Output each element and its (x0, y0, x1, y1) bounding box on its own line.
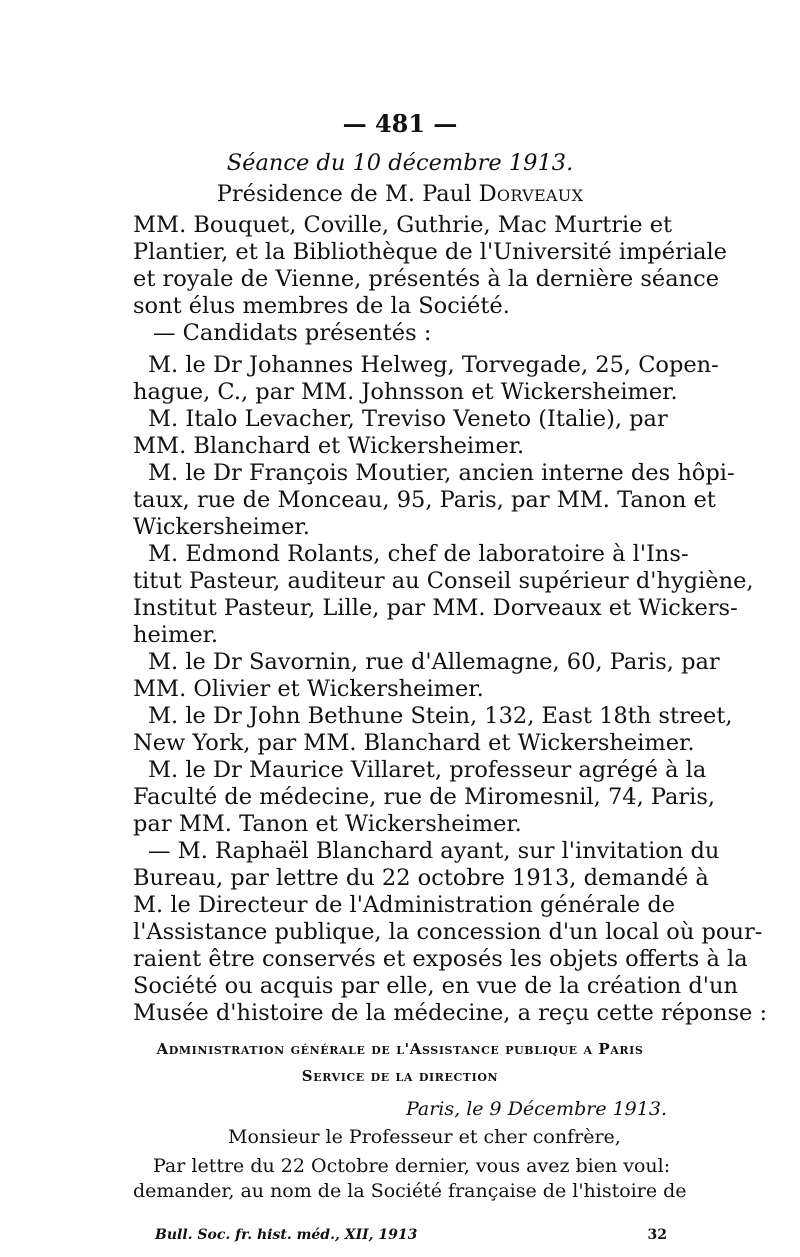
letter-header-administration: Administration générale de l'Assistance publique a Paris (156, 1040, 644, 1058)
body-line: Bureau, par lettre du 22 octobre 1913, demandé à (133, 865, 709, 891)
body-line: titut Pasteur, auditeur au Conseil supérieur d'hygiène, (133, 568, 754, 594)
body-line: MM. Olivier et Wickersheimer. (133, 676, 484, 702)
body-line: par MM. Tanon et Wickersheimer. (133, 811, 522, 837)
body-line: M. le Dr Maurice Villaret, professeur agrégé à la (148, 757, 707, 783)
body-line: — M. Raphaël Blanchard ayant, sur l'invitation du (148, 838, 720, 864)
letter-date: Paris, le 9 Décembre 1913. (405, 1098, 667, 1120)
body-line: Faculté de médecine, rue de Miromesnil, 74, Paris, (133, 784, 716, 810)
footer-signature: 32 (647, 1227, 667, 1243)
body-line: New York, par MM. Blanchard et Wickersheimer. (133, 730, 695, 756)
body-line: MM. Bouquet, Coville, Guthrie, Mac Murtrie et (133, 212, 673, 238)
body-line: M. Edmond Rolants, chef de laboratoire à l'Ins- (148, 541, 689, 567)
body-line: Société ou acquis par elle, en vue de la création d'un (133, 973, 738, 999)
body-line: M. le Dr Johannes Helweg, Torvegade, 25, Copen- (148, 352, 719, 378)
presidence-name: Dorveaux (478, 181, 584, 207)
body-line: Plantier, et la Bibliothèque de l'Université impériale (133, 239, 727, 265)
session-title: Séance du 10 décembre 1913. (226, 150, 574, 176)
body-line: M. Italo Levacher, Treviso Veneto (Italie), par (148, 406, 668, 432)
letter-line: demander, au nom de la Société française de l'histoire de (133, 1180, 687, 1202)
letter-salutation: Monsieur le Professeur et cher confrère, (228, 1126, 621, 1148)
body-line: M. le Dr Savornin, rue d'Allemagne, 60, Paris, par (148, 649, 720, 675)
letter-line: Par lettre du 22 Octobre dernier, vous avez bien voul: (153, 1155, 671, 1177)
body-line: sont élus membres de la Société. (133, 293, 510, 319)
body-line: et royale de Vienne, présentés à la dernière séance (133, 266, 720, 292)
body-line: — Candidats présentés : (153, 320, 432, 346)
body-line: hague, C., par MM. Johnsson et Wickersheimer. (133, 379, 678, 405)
body-line: taux, rue de Monceau, 95, Paris, par MM. Tanon et (133, 487, 716, 513)
body-line: l'Assistance publique, la concession d'un local où pour- (133, 919, 763, 945)
body-line: raient être conservés et exposés les objets offerts à la (133, 946, 748, 972)
body-line: MM. Blanchard et Wickersheimer. (133, 433, 525, 459)
body-line: heimer. (133, 622, 219, 648)
body-line: Wickersheimer. (133, 514, 310, 540)
body-line: M. le Directeur de l'Administration générale de (133, 892, 676, 918)
page-number: — 481 — (342, 109, 458, 138)
presidence-line (133, 181, 667, 208)
body-line: Institut Pasteur, Lille, par MM. Dorveaux et Wickers- (133, 595, 738, 621)
body-line: M. le Dr François Moutier, ancien interne des hôpi- (148, 460, 735, 486)
letter-header-service: Service de la direction (301, 1067, 499, 1085)
body-line: Musée d'histoire de la médecine, a reçu cette réponse : (133, 1000, 768, 1026)
presidence-prefix: Présidence de M. Paul (216, 181, 479, 207)
footer-citation: Bull. Soc. fr. hist. méd., XII, 1913 (155, 1227, 418, 1243)
body-line: M. le Dr John Bethune Stein, 132, East 18th street, (148, 703, 733, 729)
